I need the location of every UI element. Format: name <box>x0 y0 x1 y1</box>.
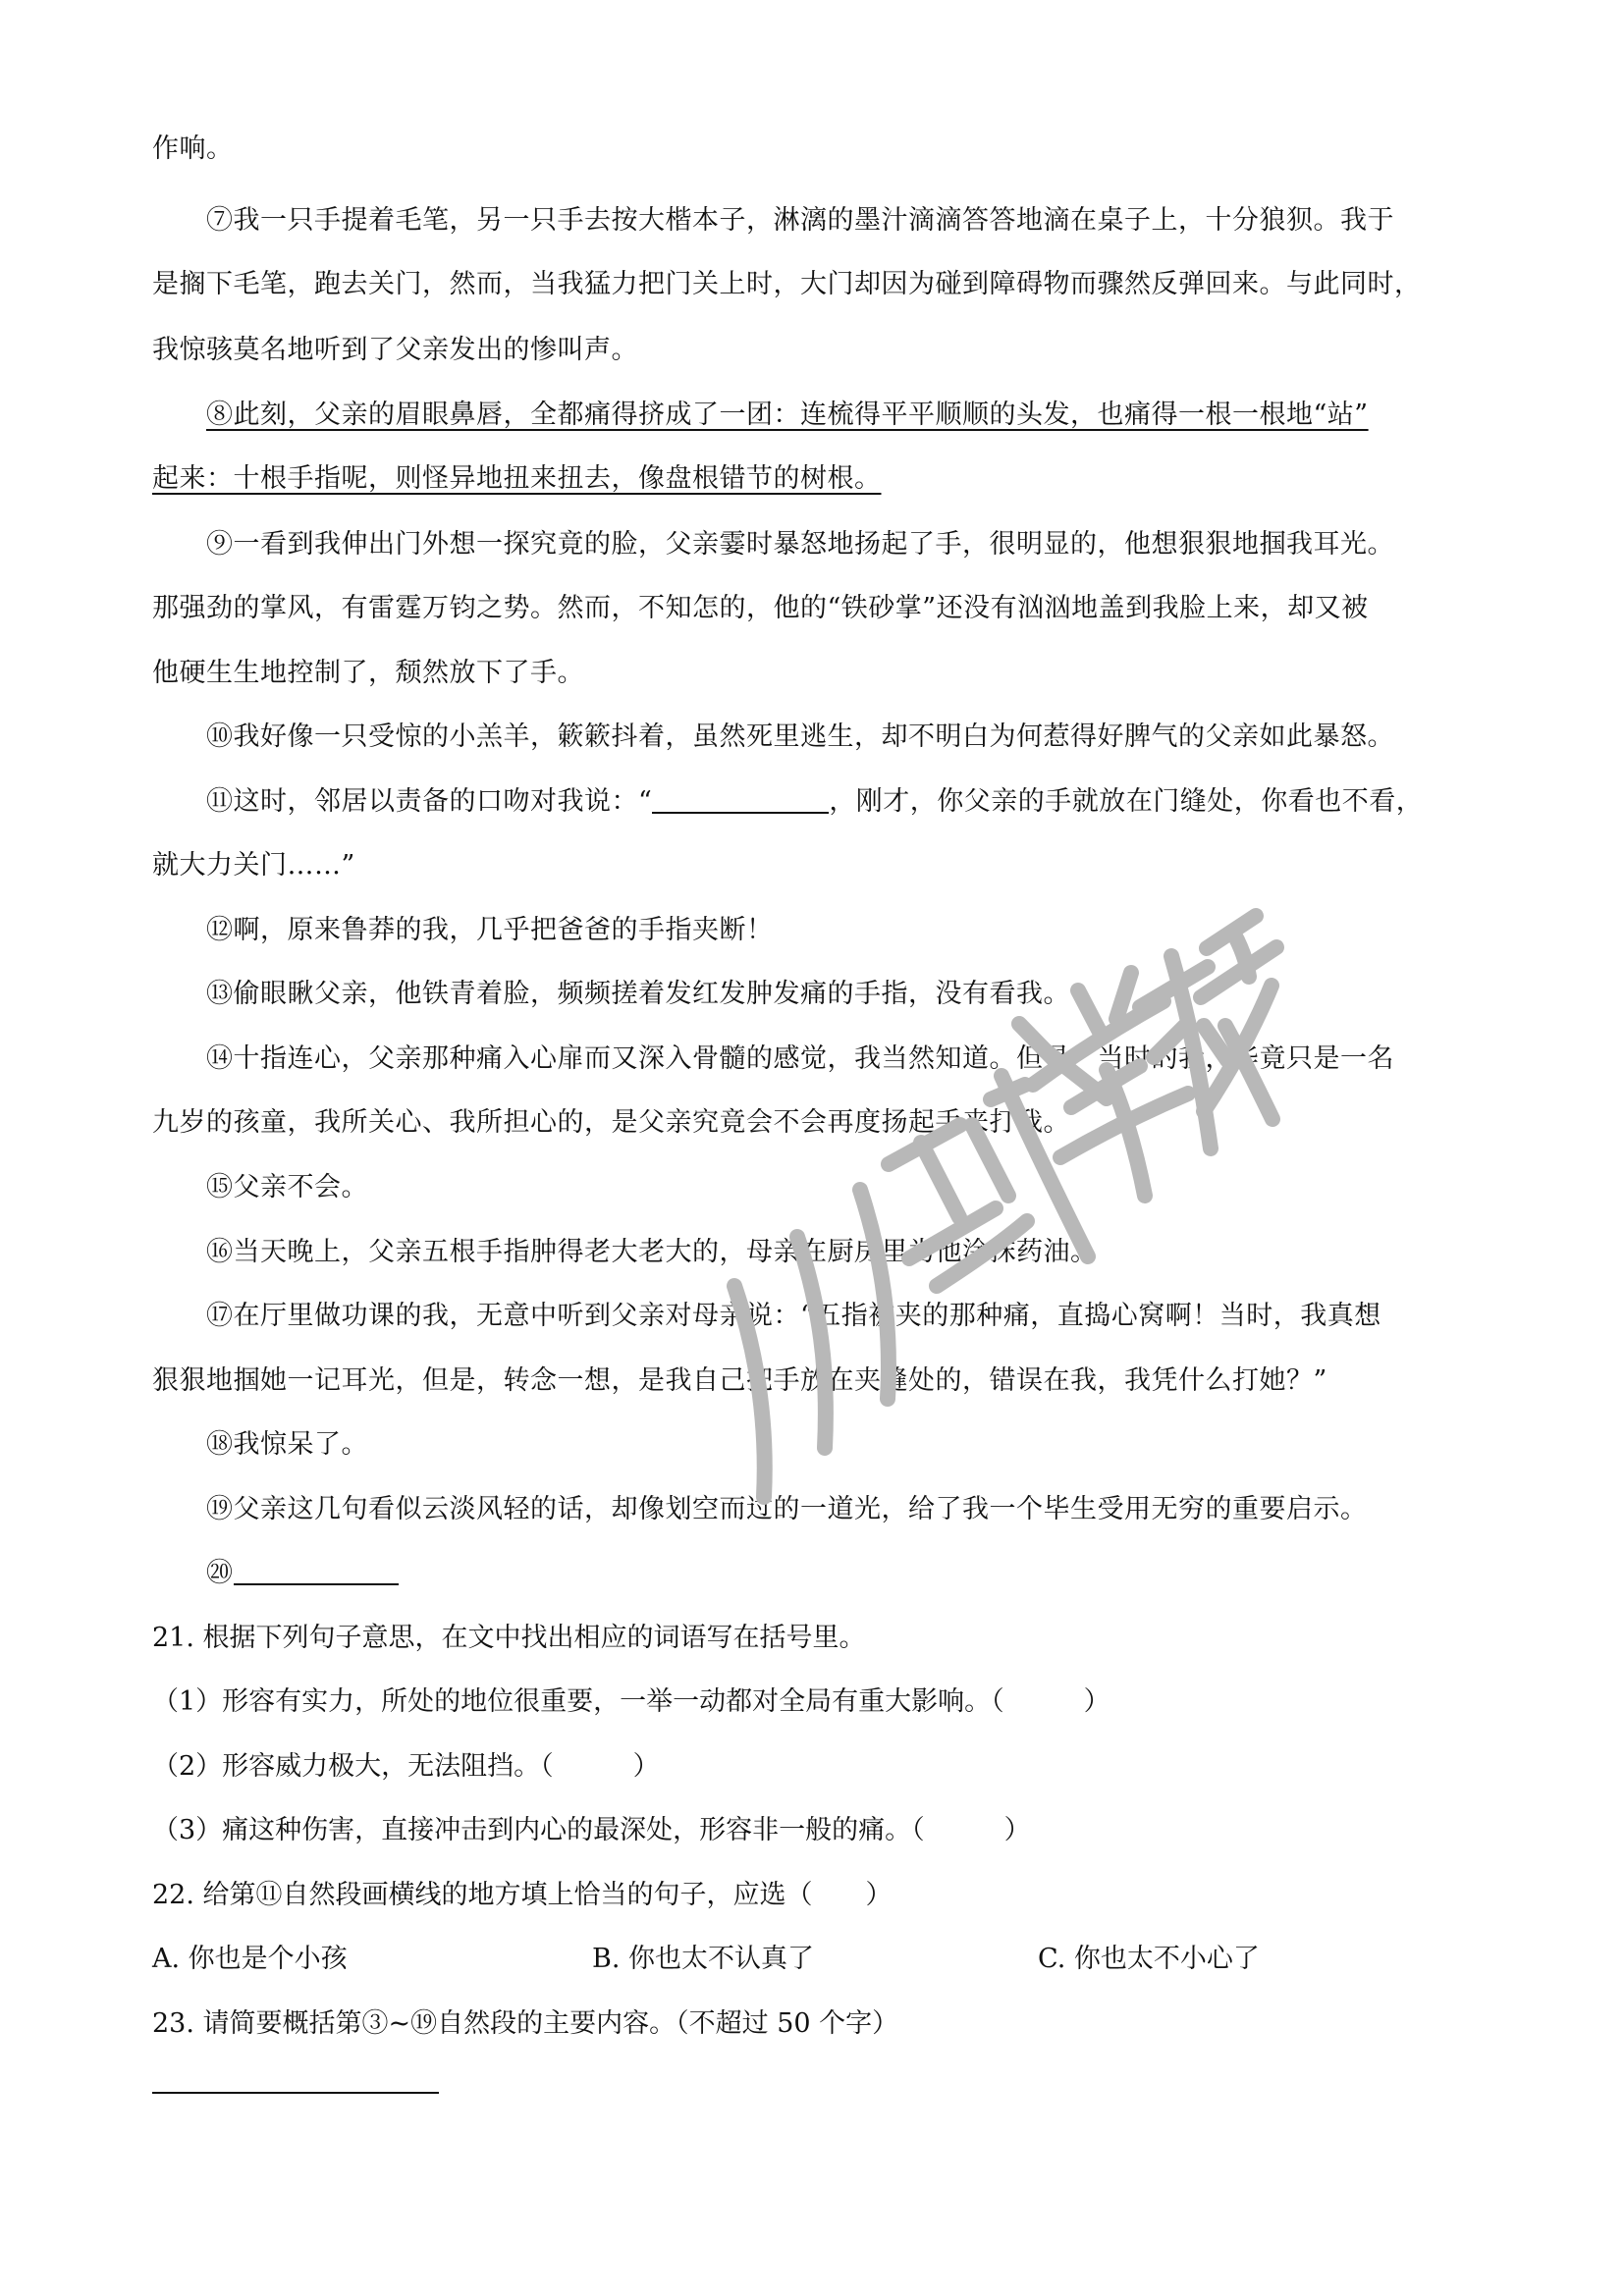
paragraph-11-line-2: 就大力关门……” <box>152 850 355 881</box>
paragraph-17-line-1: ⑰在厅里做功课的我，无意中听到父亲对母亲说：“五指被夹的那种痛，直捣心窝啊！当时，我真想 <box>206 1301 1381 1331</box>
option-a[interactable]: A. 你也是个小孩 <box>152 1944 348 1974</box>
paragraph-9-line-2: 那强劲的掌风，有雷霆万钧之势。然而，不知怎的，他的“铁砂掌”还没有汹汹地盖到我脸上来，却又被 <box>152 593 1369 623</box>
question-21-item-1: （1）形容有实力，所处的地位很重要，一举一动都对全局有重大影响。（ ） <box>152 1686 1110 1717</box>
paragraph-20 <box>206 1554 1488 1593</box>
question-21-item-2: （2）形容威力极大，无法阻挡。（ ） <box>152 1751 660 1782</box>
fill-in-blank[interactable] <box>652 784 829 814</box>
option-c[interactable]: C. 你也太不小心了 <box>1038 1944 1260 1974</box>
paragraph-18: ⑱我惊呆了。 <box>206 1429 368 1460</box>
paragraph-11-part-a: ⑪这时，邻居以责备的口吻对我说：“ <box>206 786 653 817</box>
paragraph-10: ⑩我好像一只受惊的小羔羊，簌簌抖着，虽然死里逃生，却不明白为何惹得好脾气的父亲如此暴怒。 <box>206 721 1394 752</box>
paragraph-16: ⑯当天晚上，父亲五根手指肿得老大老大的，母亲在厨房里为他涂抹药油。 <box>206 1237 1098 1267</box>
question-21-item-3: （3）痛这种伤害，直接冲击到内心的最深处，形容非一般的痛。（ ） <box>152 1815 1031 1845</box>
paragraph-19: ⑲父亲这几句看似云淡风轻的话，却像划空而过的一道光，给了我一个毕生受用无穷的重要启示。 <box>206 1494 1368 1524</box>
question-22: 22. 给第⑪自然段画横线的地方填上恰当的句子，应选（ ） <box>152 1880 893 1910</box>
option-b[interactable]: B. 你也太不认真了 <box>592 1944 815 1974</box>
answer-line[interactable] <box>152 2092 439 2094</box>
question-21: 21. 根据下列句子意思，在文中找出相应的词语写在括号里。 <box>152 1623 866 1653</box>
paragraph-11-line-1 <box>206 782 1488 822</box>
paragraph-7-line-1: ⑦我一只手提着毛笔，另一只手去按大楷本子，淋漓的墨汁滴滴答答地滴在桌子上，十分狼狈。我于 <box>206 205 1394 236</box>
paragraph-20-blank[interactable] <box>234 1556 399 1585</box>
paragraph-20-number: ⑳ <box>206 1558 234 1588</box>
paragraph-line: 作响。 <box>152 133 234 164</box>
paragraph-7-line-3: 我惊骇莫名地听到了父亲发出的惨叫声。 <box>152 335 638 365</box>
paragraph-15: ⑮父亲不会。 <box>206 1172 368 1202</box>
paragraph-14-line-1: ⑭十指连心，父亲那种痛入心扉而又深入骨髓的感觉，我当然知道。但是，当时的我，毕竟只是一名 <box>206 1043 1394 1074</box>
paragraph-14-line-2: 九岁的孩童，我所关心、我所担心的，是父亲究竟会不会再度扬起手来打我。 <box>152 1107 1070 1138</box>
paragraph-13: ⑬偷眼瞅父亲，他铁青着脸，频频搓着发红发肿发痛的手指，没有看我。 <box>206 979 1070 1009</box>
paragraph-8-line-2: 起来：十根手指呢，则怪异地扭来扭去，像盘根错节的树根。 <box>152 463 882 494</box>
paragraph-12: ⑫啊，原来鲁莽的我，几乎把爸爸的手指夹断！ <box>206 915 774 945</box>
paragraph-9-line-1: ⑨一看到我伸出门外想一探究竟的脸，父亲霎时暴怒地扬起了手，很明显的，他想狠狠地掴我耳光。 <box>206 529 1394 560</box>
paragraph-9-line-3: 他硬生生地控制了，颓然放下了手。 <box>152 658 584 688</box>
paragraph-11-part-b: ，刚才，你父亲的手就放在门缝处，你看也不看， <box>829 786 1424 817</box>
paragraph-7-line-2: 是搁下毛笔，跑去关门，然而，当我猛力把门关上时，大门却因为碰到障碍物而骤然反弹回来。与此同时， <box>152 269 1422 299</box>
question-23: 23. 请简要概括第③~⑲自然段的主要内容。（不超过 50 个字） <box>152 2008 899 2039</box>
paragraph-17-line-2: 狠狠地掴她一记耳光，但是，转念一想，是我自己把手放在夹缝处的，错误在我，我凭什么打她？” <box>152 1365 1327 1396</box>
paragraph-8-line-1: ⑧此刻，父亲的眉眼鼻唇，全都痛得挤成了一团：连梳得平平顺顺的头发，也痛得一根一根地“站” <box>206 400 1369 430</box>
